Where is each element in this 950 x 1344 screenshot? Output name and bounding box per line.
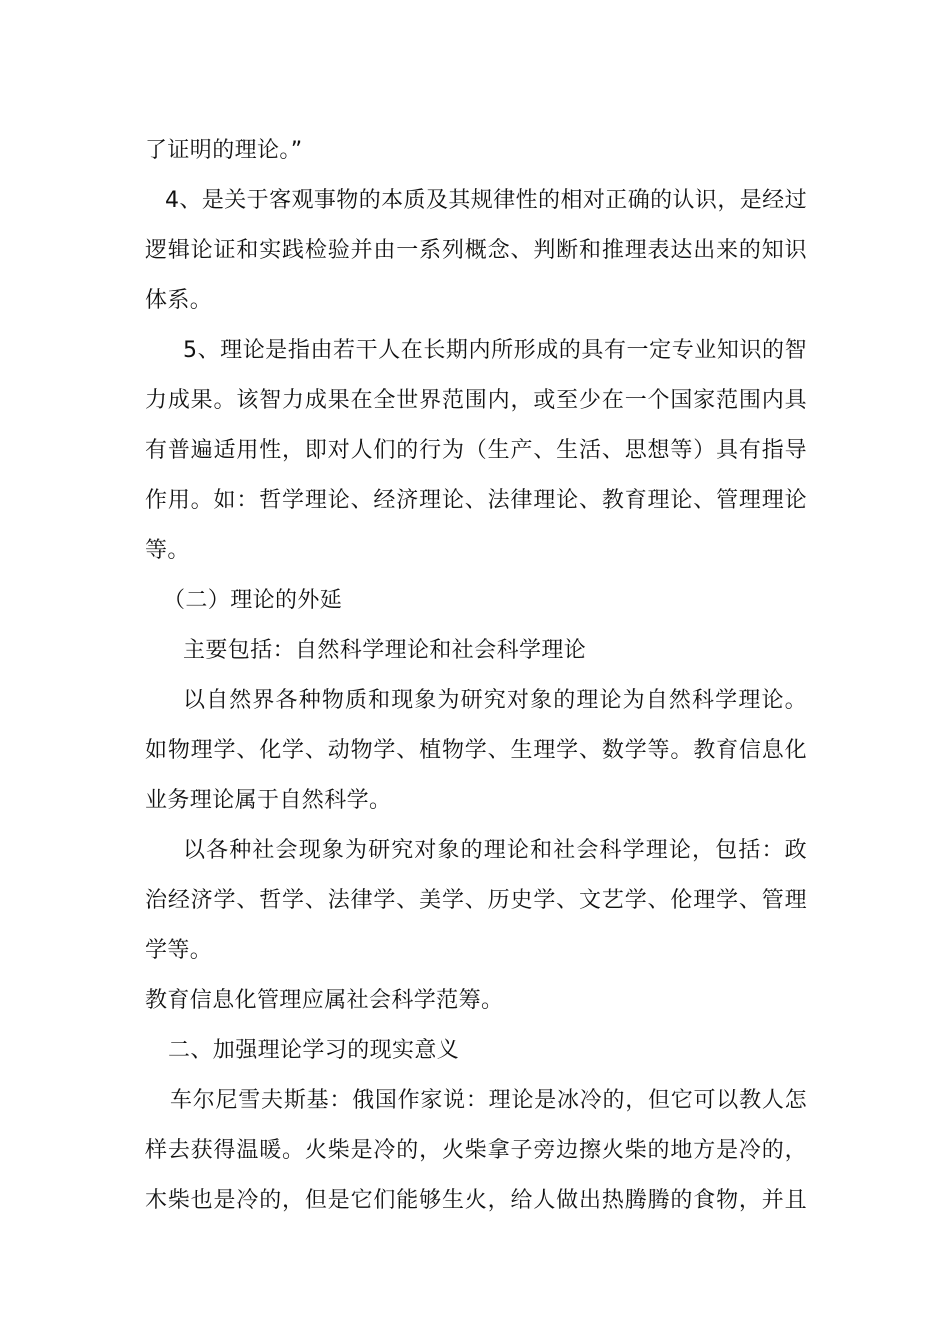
text-line: 木柴也是冷的，但是它们能够生火，给人做出热腾腾的食物，并且 — [145, 1188, 807, 1213]
text-line: 5、理论是指由若干人在长期内所形成的具有一定专业知识的智 — [183, 338, 807, 363]
text-line: 如物理学、化学、动物学、植物学、生理学、数学等。教育信息化 — [145, 738, 807, 763]
text-line: 逻辑论证和实践检验并由一系列概念、判断和推理表达出来的知识 — [145, 238, 807, 263]
text-line: 以各种社会现象为研究对象的理论和社会科学理论，包括：政 — [183, 838, 807, 863]
text-line: 车尔尼雪夫斯基：俄国作家说：理论是冰冷的，但它可以教人怎 — [170, 1088, 807, 1113]
text-line: 4、是关于客观事物的本质及其规律性的相对正确的认识，是经过 — [165, 188, 807, 213]
section-heading: 二、加强理论学习的现实意义 — [168, 1038, 460, 1063]
text-line: 以自然界各种物质和现象为研究对象的理论为自然科学理论。 — [183, 688, 807, 713]
text-line: 等。 — [145, 538, 190, 563]
text-line: 主要包括：自然科学理论和社会科学理论 — [183, 638, 587, 663]
text-line: 样去获得温暖。火柴是冷的，火柴拿子旁边擦火柴的地方是冷的， — [145, 1138, 807, 1163]
section-heading: （二）理论的外延 — [163, 588, 343, 613]
text-line: 教育信息化管理应属社会科学范筹。 — [145, 988, 504, 1013]
text-line: 学等。 — [145, 938, 213, 963]
text-line: 了证明的理论。” — [145, 138, 303, 163]
text-line: 有普遍适用性，即对人们的行为（生产、生活、思想等）具有指导 — [145, 438, 807, 463]
text-line: 治经济学、哲学、法律学、美学、历史学、文艺学、伦理学、管理 — [145, 888, 807, 913]
text-line: 体系。 — [145, 288, 213, 313]
text-line: 业务理论属于自然科学。 — [145, 788, 392, 813]
text-line: 力成果。该智力成果在全世界范围内，或至少在一个国家范围内具 — [145, 388, 807, 413]
text-line: 作用。如：哲学理论、经济理论、法律理论、教育理论、管理理论 — [145, 488, 807, 513]
